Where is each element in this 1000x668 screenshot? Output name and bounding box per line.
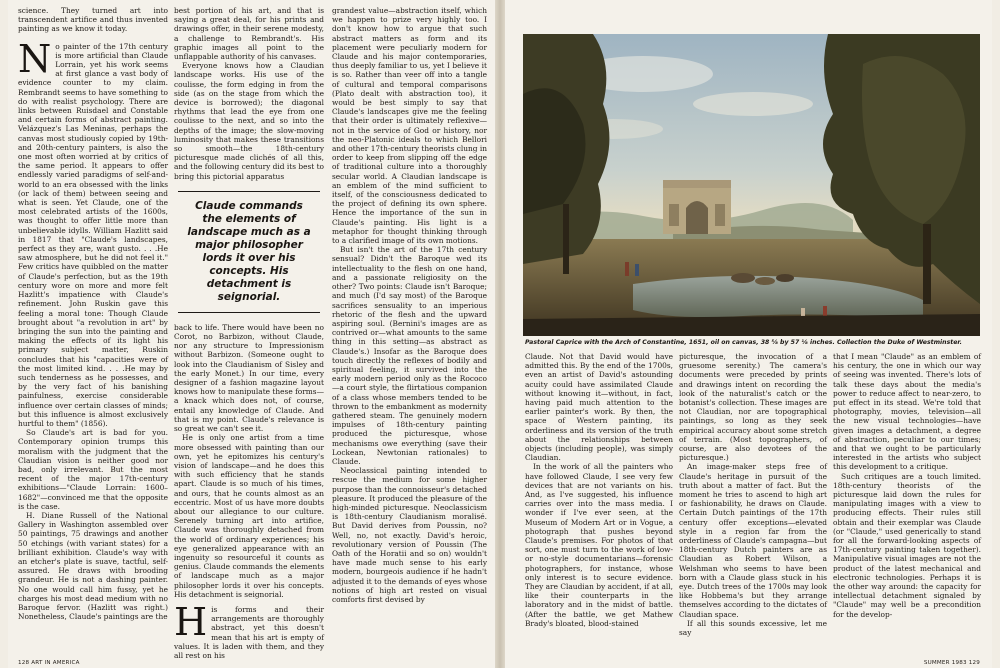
drop-cap-h: H <box>174 599 208 644</box>
col1-intro: science. They turned art into transcendent artifice and thus invented painting as we know it today. <box>18 6 168 34</box>
rcol3-paragraph-1: that I mean "Claude" as an emblem of his century, the one in which our way of seeing was invented. There's lots of talk these days about the media's power to reduce affect to near-zero, to put effect in its stead. We're told that photography, movies, television—all the new visual technologies—have given images a detachment, a degree of abstraction, peculiar to our times; and that we ought to be particularly interested in the artists who subject this development to a critique. <box>833 352 981 472</box>
col3-paragraph-2: But isn't the art of the 17th century sensual? Didn't the Baroque wed its intellectuality to the flesh on one hand, and a passionate religiosity on the other? Two points: Claude isn't Baroque; and much (I'd say most) of the Baroque sacrifices sensuality to an imperious rhetoric of the flesh and the upward aspiring soul. (Bernini's images are as contrived or—what amounts to the same thing in this setting—as abstract as Claude's.) Insofar as the Baroque does touch directly the reflexes of bodily and spiritual feeling, it survived into the early modern period only as the Rococo—a court style, the flirtatious companion of a class whose members tended to be thrown to the embankment as modernity gathered steam. The genuinely modern impulses of 18th-century painting produced the picturesque, whose mechanisms owe everything (save their Lockean, Newtonian rationales) to Claude. <box>332 245 487 466</box>
col3-paragraph-3: Neoclassical painting intended to rescue the medium for some higher purpose than the connoisseur's detached pleasure. It produced the pleasure of the high-minded picturesque. Neoclassicism is 18th-century Claudianism moralisé. But David derives from Poussin, no? Well, no, not exactly. David's heroic, revolutionary version of Poussin (The Oath of the Horatii and so on) wouldn't have made much sense to his early modern, bourgeois audience if he hadn't adjusted it to the demands of eyes whose notions of high art rested on visual comforts first devised by <box>332 466 487 604</box>
left-column-1 <box>18 6 168 651</box>
painting-pastoral-caprice <box>523 34 980 336</box>
right-column-3 <box>833 352 981 652</box>
col1-paragraph-3: H. Diane Russell of the National Gallery in Washington assembled over 50 paintings, 75 drawings and another 50 etchings (with variant states) for a brilliant exhibition. Claude's way with an etcher's plate is suave, tactful, self-assured. He draws with brooding grandeur. He is not a dashing painter. No one would call him fussy, yet he charges his most dead medium with no Baroque fervor. (Hazlitt was right.) Nonetheless, Claude's paintings are the <box>18 510 168 622</box>
rcol1-paragraph-1: Claude. Not that David would have admitted this. By the end of the 1700s, even an artist of David's astounding acuity could have assimilated Claude without knowing it—without, in fact, having paid much attention to the earlier painter's work. By then, the space of Western painting, its orderliness and its version of the truth about the relationships between objects (including people), was simply Claudian. <box>525 352 673 463</box>
drop-cap-n: N <box>18 36 52 81</box>
painting-image <box>523 34 980 336</box>
col2-paragraph-1: best portion of his art, and that is saying a great deal, for his prints and drawings offer, in their serene modesty, a challenge to Rembrandt's. His graphic images all point to the unflappable authority of his canvases. <box>174 6 324 62</box>
col1-paragraph-1 <box>18 36 168 429</box>
right-page <box>505 0 992 668</box>
folio-left: 128 ART IN AMERICA <box>18 660 80 666</box>
col2-p5-text: is forms and their arrangements are thoroughly abstract, yet this doesn't mean that his art is empty of values. It is laden with them, and they all rest on his <box>174 604 324 660</box>
col2-paragraph-5 <box>174 599 324 660</box>
pull-quote: Claude commands the elements of landscape much as a major philosopher lords it over his concepts. His detachment is seignorial. <box>178 191 320 313</box>
rcol2-paragraph-3: If all this sounds excessive, let me say <box>679 618 827 638</box>
folio-right: SUMMER 1983 129 <box>923 660 980 666</box>
rcol1-paragraph-2: In the work of all the painters who have followed Claude, I see very few devices that are not variants on his. And, as I've suggested, his influence carries over into the mass media. I wonder if I've ever seen, at the Museum of Modern Art or in Vogue, a photograph that pushes beyond Claude's premises. For photos of that sort, one must turn to the work of low- or no-style documentarians—forensic photographers, for instance, whose only interest is to secure evidence. They are Claudian by accident, if at all, like their counterparts in the laboratory and in the midst of battle. (After the battle, we get Mathew Brady's bloated, blood-stained <box>525 462 673 628</box>
col1-p1-text: o painter of the 17th century is more artificial than Claude Lorrain, yet his work seems at first glance a vast body of evidence counter to my claim. Rembrandt seems to have something to do with realist psychology. There are links between Ruisdael and Constable and certain forms of abstract painting. Velázquez's Las Meninas, perhaps the canvas most studiously copied by 19th- and 20th-century painters, is also the one most often worried at by critics of the same period. It appears to offer endlessly varied paradigms of self-and-world to an era obsessed with the links (or lack of them) between seeing and what is seen. Yet Claude, one of the most celebrated artists of the 1600s, was thought to offer little more than unbelievable idylls. William Hazlitt said in 1817 that "Claude's landscapes, perfect as they are, want gusto. . . .He saw atmosphere, but he did not feel it." Few critics have quibbled on the matter of Claude's perfection, but as the 19th century wore on more and more felt Hazlitt's impatience with Claude's refinement. John Ruskin gave this feeling a moral tone: Though Claude brought about "a revolution in art" by bringing the sun into the painting and making the effects of its light his primary subject matter, Ruskin concludes that his "capacities were of the most limited kind. . . .He may by such tenderness as he possesses, and by the very fact of his banishing painfulness, exercise considerable influence over certain classes of minds; but this influence is almost exclusively hurtful to them" (1856). <box>18 41 168 428</box>
col3-paragraph-1: grandest value—abstraction itself, which we happen to prize very highly too. I don't know how to argue that such abstract matters as form and its placement were peculiarly modern for Claude and his major contemporaries, thus deeply familiar to us, yet I believe it is so. Rather than veer off into a tangle of cultural and temporal comparisons (Plato dealt with abstraction too), it would be best simply to say that Claude's landscapes give me the feeling that their order is ultimately reflexive—not in the service of God or history, nor the neo-Platonic ideals to which Bellori and other 17th-century theorists clung in order to keep from slipping off the edge of traditional culture into a thoroughly secular world. A Claudian landscape is an emblem of the mind sufficient to itself, of the consciousness dedicated to the project of defining its own sphere. Hence the importance of the sun in Claude's painting. His light is a metaphor for thought thinking through to a clarified image of its own motions. <box>332 6 487 246</box>
rcol3-paragraph-2: Such critiques are a touch limited. 18th-century theorists of the picturesque laid down the rules for manipulating images with a view to producing effects. Their rules still obtain and their exemplar was Claude (or "Claude," used generically to stand for all the forward-looking aspects of 17th-century painting taken together). Manipulative visual images are not the product of the latest mechanical and electronic technologies. Perhaps it is the other way around: the capacity for intellectual detachment signaled by "Claude" may well be a precondition for the develop- <box>833 471 981 619</box>
col2-paragraph-4: He is only one artist from a time more obsessed with painting than our own, yet he epitomizes his century's vision of landscape—and he does this with such efficiency that he stands apart. Claude is so much of his times, and ours, that he counts almost as an eccentric. Most of us have more doubts about our allegiance to our culture. Serenely turning art into artifice, Claude was thoroughly detached from the world of ordinary experiences; his eye generalized appearance with an ingenuity so resourceful it counts as genius. Claude commands the elements of landscape much as a major philosopher lords it over his concepts. His detachment is seignorial. <box>174 433 324 599</box>
spread-gutter <box>495 0 505 668</box>
arch-of-constantine <box>663 180 731 234</box>
left-column-2 <box>174 6 324 660</box>
right-column-1 <box>525 352 673 652</box>
col2-paragraph-2: Everyone knows how a Claudian landscape works. His use of the coulisse, the form edging in from the side (as on the stage from which the device is borrowed); the diagonal rhythms that lead the eye from one coulisse to the next, and so into the depths of the image; the slow-moving luminosity that makes these transitions so smooth—the 18th-century picturesque made clichés of all this, and the following century did its best to bring this pictorial apparatus <box>174 61 324 181</box>
col2-paragraph-3: back to life. There would have been no Corot, no Barbizon, without Claude, nor any structure to Impressionism without Barbizon. (Someone ought to look into the Claudianism of Sisley and the early Monet.) In our time, every designer of a fashion magazine layout knows how to manipulate these forms—a knack which does not, of course, entail any knowledge of Claude. And that is my point. Claude's relevance is so great we can't see it. <box>174 322 324 434</box>
col1-paragraph-2: So Claude's art is bad for you. Contemporary opinion trumps this moralism with the judgment that the Claudian vision is neither good nor bad, only irrelevant. But the most recent of the major 17th-century exhibitions—"Claude Lorrain: 1600–1682"—convinced me that the opposite is the case. <box>18 428 168 511</box>
rcol2-paragraph-1: picturesque, the invocation of a gruesome serenity.) The camera's documents were preceded by prints and drawings intent on recording the look of the naturalist's catch or the botanist's collection. These images are not Claudian, nor are topographical paintings, so long as they seek empirical accuracy about some stretch of terrain. (Most topographers, of course, are also devotees of the picturesque.) <box>679 352 827 463</box>
right-column-2 <box>679 352 827 652</box>
left-page <box>8 0 495 668</box>
rcol2-paragraph-2: An image-maker steps free of Claude's heritage in pursuit of the truth about a matter of fact. But the moment he tries to ascend to high art or fashionability, he draws on Claude. Certain Dutch paintings of the 17th century offer exceptions—elevated style in a region far from the orderliness of Claude's campagna—but 18th-century Dutch painters are as Claudian as Robert Wilson, a Welshman who seems to have been born with a Claude glass stuck in his eye. Dutch trees of the 1700s may look like Hobbema's but they arrange themselves according to the dictates of Claudian space. <box>679 462 827 619</box>
painting-caption: Pastoral Caprice with the Arch of Constantine, 1651, oil on canvas, 38 ⅝ by 57 ⅛ inches. Collection the Duke of Westminster. <box>525 339 962 346</box>
left-column-3 <box>332 6 487 651</box>
